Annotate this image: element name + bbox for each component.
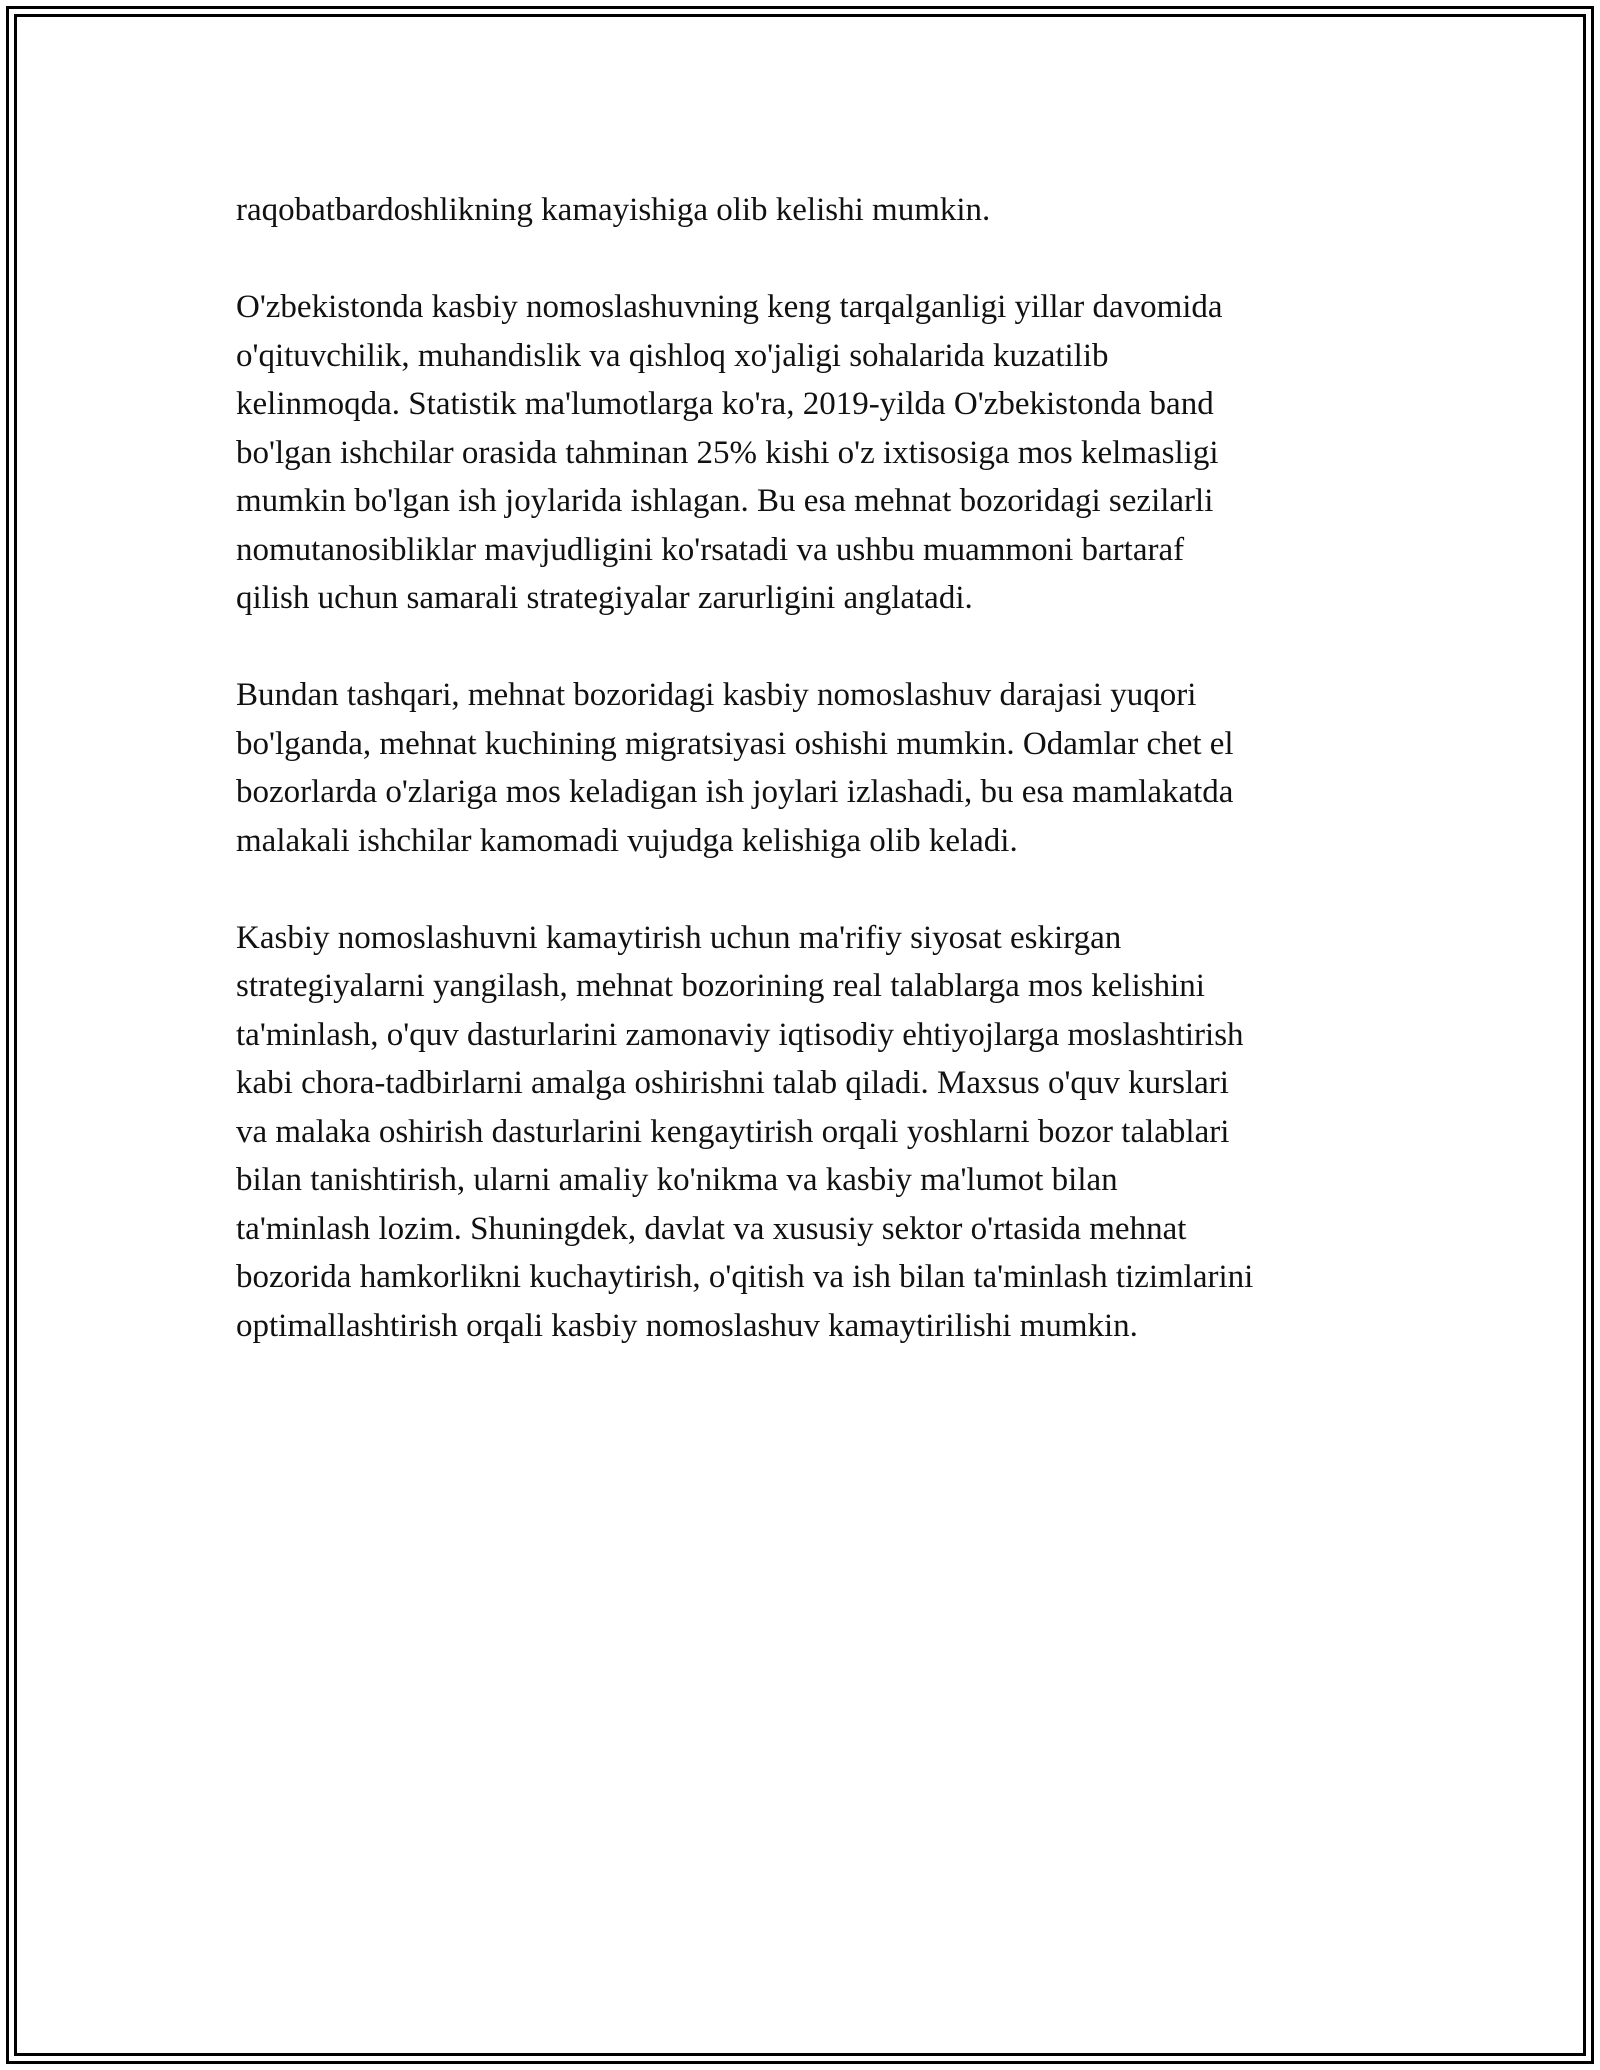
text-line: O'zbekistonda kasbiy nomoslashuvning keng tarqalganligi yillar davomida [236,289,1223,325]
text-line: malakali ishchilar kamomadi vujudga kelishiga olib keladi. [236,822,1018,859]
text-line: ta'minlash lozim. Shuningdek, davlat va xususiy sektor o'rtasida mehnat [236,1210,1187,1247]
text-line: bozorlarda o'zlariga mos keladigan ish joylari izlashadi, bu esa mamlakatda [236,774,1234,810]
text-line: Kasbiy nomoslashuvni kamaytirish uchun ma'rifiy siyosat eskirgan [236,919,1122,956]
paragraph-1 [236,186,1386,235]
text-line: strategiyalarni yangilash, mehnat bozorining real talablarga mos kelishini [236,968,1205,1004]
paragraph-4 [236,914,1386,1351]
text-line: o'qituvchilik, muhandislik va qishloq xo'jaligi sohalarida kuzatilib [236,337,1109,374]
text-line: bilan tanishtirish, ularni amaliy ko'nikma va kasbiy ma'lumot bilan [236,1162,1118,1198]
text-line: raqobatbardoshlikning kamayishiga olib kelishi mumkin. [236,192,991,228]
text-line: ta'minlash, o'quv dasturlarini zamonaviy iqtisodiy ehtiyojlarga moslashtirish [236,1016,1244,1053]
text-line: Bundan tashqari, mehnat bozoridagi kasbiy nomoslashuv darajasi yuqori [236,677,1197,713]
paragraph-2 [236,283,1386,623]
paragraph-3 [236,671,1386,865]
text-line: qilish uchun samarali strategiyalar zarurligini anglatadi. [236,580,973,616]
text-line: bo'lganda, mehnat kuchining migratsiyasi oshishi mumkin. Odamlar chet el [236,725,1234,762]
text-line: va malaka oshirish dasturlarini kengaytirish orqali yoshlarni bozor talablari [236,1113,1230,1150]
text-line: kelinmoqda. Statistik ma'lumotlarga ko'ra, 2019-yilda O'zbekistonda band [236,386,1214,422]
text-line: optimallashtirish orqali kasbiy nomoslashuv kamaytirilishi mumkin. [236,1307,1138,1344]
text-line: bo'lgan ishchilar orasida tahminan 25% kishi o'z ixtisosiga mos kelmasligi [236,434,1219,471]
text-line: nomutanosibliklar mavjudligini ko'rsatadi va ushbu muammoni bartaraf [236,531,1185,568]
text-line: mumkin bo'lgan ish joylarida ishlagan. Bu esa mehnat bozoridagi sezilarli [236,483,1214,519]
text-line: kabi chora-tadbirlarni amalga oshirishni talab qiladi. Maxsus o'quv kurslari [236,1065,1229,1101]
text-line: bozorida hamkorlikni kuchaytirish, o'qitish va ish bilan ta'minlash tizimlarini [236,1259,1254,1295]
document-body [236,186,1386,1399]
